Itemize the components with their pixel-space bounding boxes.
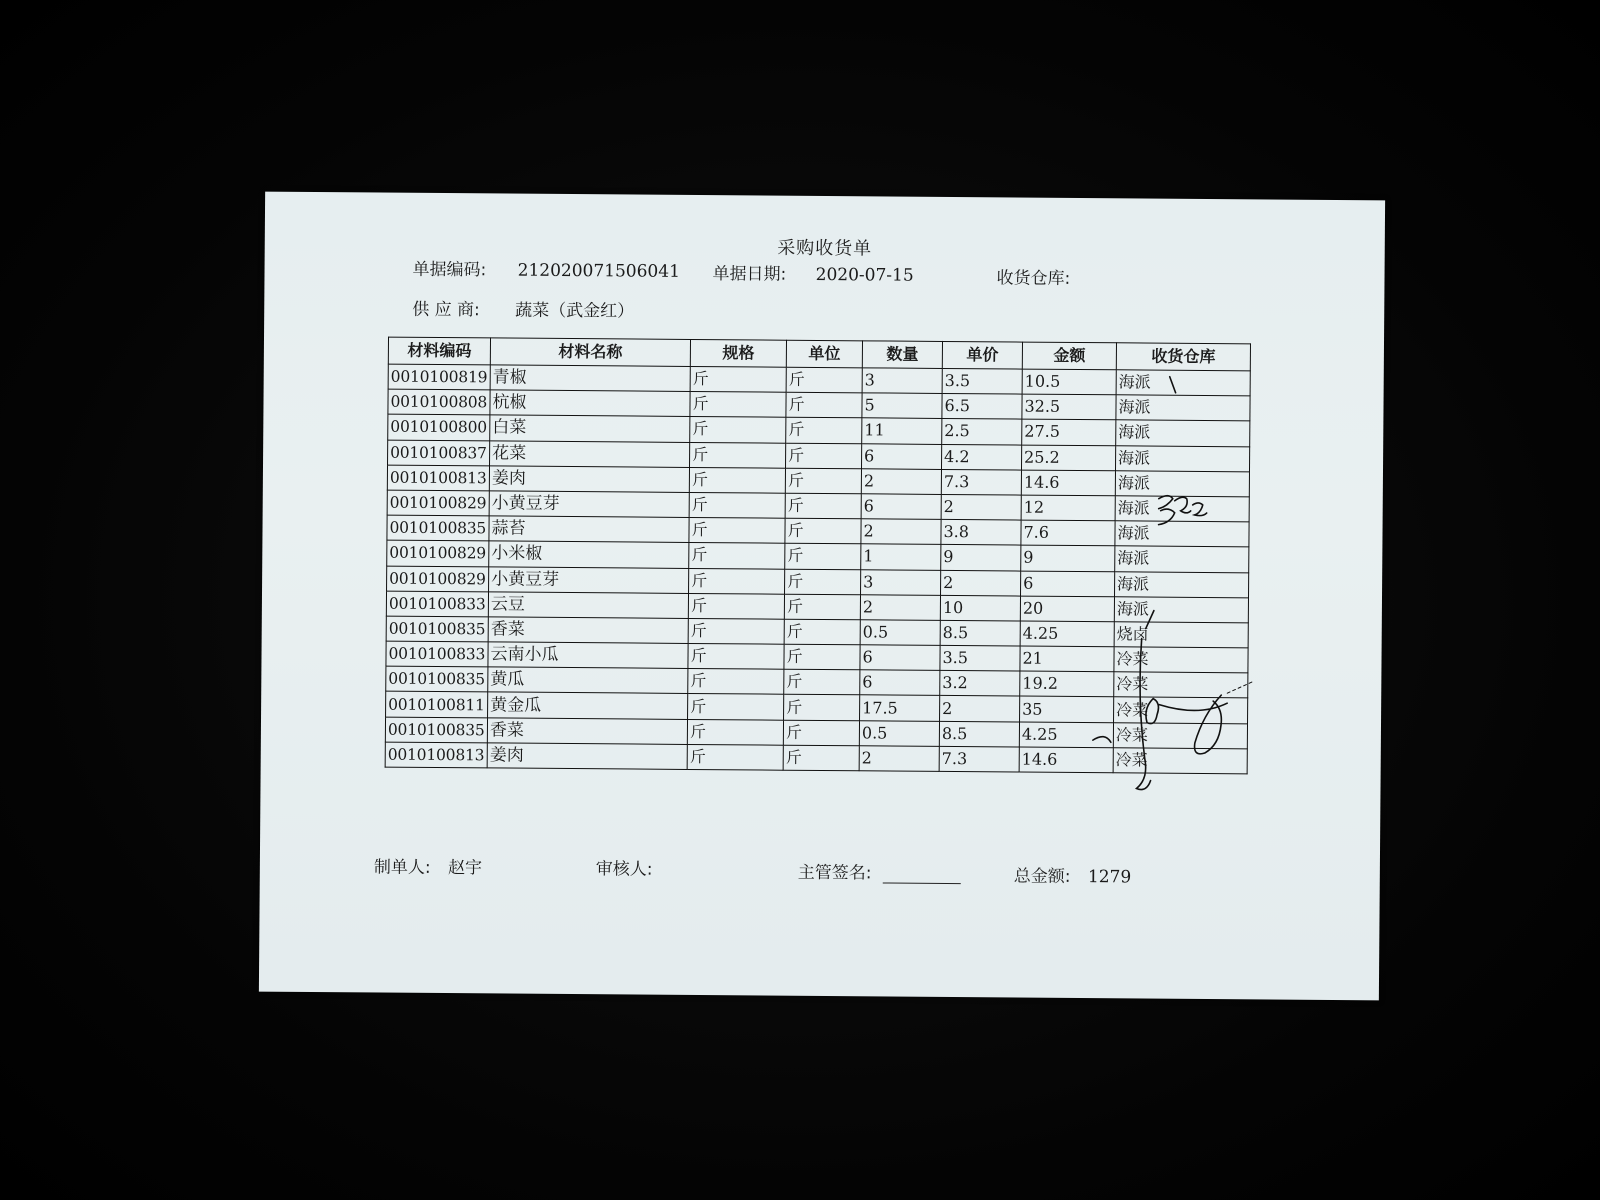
cell-code: 0010100829	[387, 540, 489, 566]
reviewer-field	[596, 854, 653, 879]
cell-warehouse: 冷菜	[1113, 748, 1247, 774]
cell-amount: 14.6	[1019, 747, 1113, 773]
cell-unit: 斤	[785, 569, 861, 595]
cell-price: 9	[941, 545, 1021, 571]
cell-code: 0010100811	[386, 692, 488, 718]
supervisor-field	[798, 858, 961, 884]
cell-warehouse: 海派	[1115, 496, 1249, 522]
cell-unit: 斤	[784, 695, 860, 721]
doc-date-field	[712, 259, 913, 286]
cell-amount: 21	[1020, 646, 1114, 672]
cell-warehouse: 海派	[1115, 546, 1249, 572]
cell-qty: 2	[861, 519, 941, 545]
cell-spec: 斤	[690, 392, 786, 418]
supervisor-signature-line	[883, 864, 961, 884]
doc-number-label: 单据编码:	[412, 259, 487, 281]
cell-amount: 4.25	[1020, 621, 1114, 647]
cell-name: 蒜苔	[489, 516, 689, 543]
cell-name: 小黄豆芽	[489, 566, 689, 593]
cell-price: 3.8	[941, 520, 1021, 546]
cell-warehouse: 海派	[1116, 370, 1250, 396]
cell-code: 0010100833	[386, 641, 488, 667]
cell-code: 0010100835	[386, 666, 488, 692]
doc-date-label: 单据日期:	[712, 264, 787, 285]
cell-price: 3.5	[940, 645, 1020, 671]
cell-qty: 0.5	[860, 620, 940, 646]
cell-spec: 斤	[690, 417, 786, 443]
cell-warehouse: 海派	[1115, 471, 1249, 497]
cell-spec: 斤	[688, 618, 784, 644]
cell-name: 杭椒	[490, 390, 690, 417]
cell-amount: 6	[1021, 571, 1115, 597]
cell-code: 0010100833	[386, 591, 488, 617]
cell-code: 0010100829	[387, 490, 489, 516]
cell-code: 0010100813	[387, 465, 489, 491]
cell-amount: 9	[1021, 545, 1115, 571]
supervisor-label: 主管签名:	[797, 862, 872, 884]
cell-unit: 斤	[784, 594, 860, 620]
cell-qty: 1	[861, 544, 941, 570]
total-value: 1279	[1087, 867, 1132, 888]
cell-code: 0010100800	[388, 414, 490, 440]
doc-date-value: 2020-07-15	[815, 264, 914, 286]
cell-spec: 斤	[687, 744, 783, 770]
cell-warehouse: 冷菜	[1114, 672, 1248, 698]
cell-amount: 35	[1020, 696, 1114, 722]
cell-spec: 斤	[690, 442, 786, 468]
column-header: 金额	[1022, 342, 1116, 370]
cell-price: 7.3	[939, 746, 1019, 772]
cell-price: 10	[940, 595, 1020, 621]
cell-price: 7.3	[941, 469, 1021, 495]
cell-name: 姜肉	[489, 466, 689, 493]
cell-qty: 17.5	[860, 695, 940, 721]
cell-amount: 32.5	[1022, 394, 1116, 420]
cell-code: 0010100837	[388, 440, 490, 466]
items-table	[385, 337, 1251, 775]
cell-amount: 19.2	[1020, 671, 1114, 697]
cell-warehouse: 冷菜	[1114, 647, 1248, 673]
items-table-wrapper	[385, 337, 1250, 775]
cell-spec: 斤	[690, 366, 786, 392]
column-header: 材料编码	[388, 337, 490, 365]
cell-spec: 斤	[689, 467, 785, 493]
cell-amount: 27.5	[1022, 419, 1116, 445]
cell-qty: 3	[862, 368, 942, 394]
cell-spec: 斤	[689, 543, 785, 569]
cell-code: 0010100829	[387, 566, 489, 592]
cell-warehouse: 海派	[1115, 445, 1249, 471]
cell-spec: 斤	[688, 644, 784, 670]
cell-qty: 6	[861, 494, 941, 520]
doc-number-field	[412, 255, 680, 282]
supplier-field	[412, 295, 634, 322]
cell-name: 香菜	[487, 718, 687, 745]
cell-name: 白菜	[490, 415, 690, 442]
cell-amount: 20	[1020, 596, 1114, 622]
cell-spec: 斤	[687, 719, 783, 745]
cell-unit: 斤	[784, 644, 860, 670]
cell-amount: 14.6	[1021, 470, 1115, 496]
cell-code: 0010100819	[388, 364, 490, 390]
cell-spec: 斤	[688, 694, 784, 720]
cell-warehouse: 海派	[1115, 521, 1249, 547]
cell-code: 0010100835	[386, 616, 488, 642]
cell-amount: 10.5	[1022, 369, 1116, 395]
cell-unit: 斤	[785, 518, 861, 544]
total-field	[1014, 862, 1132, 888]
cell-warehouse: 冷菜	[1114, 697, 1248, 723]
cell-price: 2	[940, 696, 1020, 722]
warehouse-field	[996, 263, 1070, 289]
cell-code: 0010100813	[385, 742, 487, 768]
cell-warehouse: 烧卤	[1114, 622, 1248, 648]
column-header: 数量	[862, 341, 942, 369]
column-header: 单价	[942, 341, 1022, 369]
document-title: 采购收货单	[777, 237, 873, 260]
cell-price: 2.5	[942, 419, 1022, 445]
cell-qty: 2	[861, 469, 941, 495]
column-header: 收货仓库	[1116, 343, 1250, 371]
cell-qty: 5	[862, 393, 942, 419]
cell-amount: 7.6	[1021, 520, 1115, 546]
table-body	[385, 364, 1250, 774]
cell-qty: 0.5	[859, 720, 939, 746]
cell-code: 0010100808	[388, 389, 490, 415]
cell-code: 0010100835	[385, 717, 487, 743]
cell-price: 2	[941, 494, 1021, 520]
cell-price: 2	[941, 570, 1021, 596]
cell-name: 小黄豆芽	[489, 491, 689, 518]
cell-spec: 斤	[689, 518, 785, 544]
supplier-value: 蔬菜（武金红）	[515, 300, 635, 322]
cell-spec: 斤	[689, 568, 785, 594]
cell-price: 6.5	[942, 394, 1022, 420]
cell-qty: 6	[860, 645, 940, 671]
cell-amount: 4.25	[1019, 722, 1113, 748]
cell-qty: 6	[862, 443, 942, 469]
cell-warehouse: 冷菜	[1113, 722, 1247, 748]
cell-unit: 斤	[783, 720, 859, 746]
cell-unit: 斤	[784, 669, 860, 695]
cell-name: 云豆	[488, 592, 688, 619]
receipt-paper	[259, 192, 1385, 1001]
maker-value: 赵宇	[447, 858, 483, 879]
cell-price: 3.5	[942, 368, 1022, 394]
cell-name: 黄金瓜	[488, 692, 688, 719]
cell-name: 花菜	[490, 440, 690, 467]
cell-code: 0010100835	[387, 515, 489, 541]
cell-warehouse: 海派	[1116, 395, 1250, 421]
reviewer-label: 审核人:	[595, 859, 653, 880]
cell-unit: 斤	[785, 544, 861, 570]
cell-name: 姜肉	[487, 743, 687, 770]
doc-number-value: 212020071506041	[517, 260, 681, 282]
column-header: 规格	[690, 339, 786, 367]
supplier-label: 供 应 商:	[412, 299, 480, 321]
cell-name: 青椒	[490, 365, 690, 392]
column-header: 材料名称	[490, 338, 690, 367]
cell-warehouse: 海派	[1115, 571, 1249, 597]
cell-price: 8.5	[939, 721, 1019, 747]
cell-price: 3.2	[940, 671, 1020, 697]
total-label: 总金额:	[1013, 866, 1071, 887]
cell-qty: 11	[862, 418, 942, 444]
cell-amount: 25.2	[1021, 445, 1115, 471]
cell-name: 黄瓜	[488, 667, 688, 694]
cell-unit: 斤	[786, 443, 862, 469]
cell-qty: 2	[860, 594, 940, 620]
cell-spec: 斤	[688, 669, 784, 695]
cell-price: 4.2	[941, 444, 1021, 470]
cell-warehouse: 海派	[1116, 420, 1250, 446]
cell-qty: 3	[861, 569, 941, 595]
cell-price: 8.5	[940, 620, 1020, 646]
cell-amount: 12	[1021, 495, 1115, 521]
cell-name: 小米椒	[489, 541, 689, 568]
cell-qty: 2	[859, 746, 939, 772]
cell-warehouse: 海派	[1114, 596, 1248, 622]
cell-unit: 斤	[784, 619, 860, 645]
cell-spec: 斤	[688, 593, 784, 619]
cell-unit: 斤	[786, 367, 862, 393]
cell-unit: 斤	[786, 418, 862, 444]
cell-unit: 斤	[786, 392, 862, 418]
cell-spec: 斤	[689, 492, 785, 518]
cell-qty: 6	[860, 670, 940, 696]
maker-label: 制单人:	[373, 857, 431, 878]
warehouse-label: 收货仓库:	[996, 268, 1071, 289]
cell-unit: 斤	[785, 468, 861, 494]
column-header: 单位	[786, 340, 862, 368]
cell-name: 云南小瓜	[488, 642, 688, 669]
cell-unit: 斤	[783, 745, 859, 771]
cell-name: 香菜	[488, 617, 688, 644]
maker-field	[374, 852, 482, 878]
cell-unit: 斤	[785, 493, 861, 519]
